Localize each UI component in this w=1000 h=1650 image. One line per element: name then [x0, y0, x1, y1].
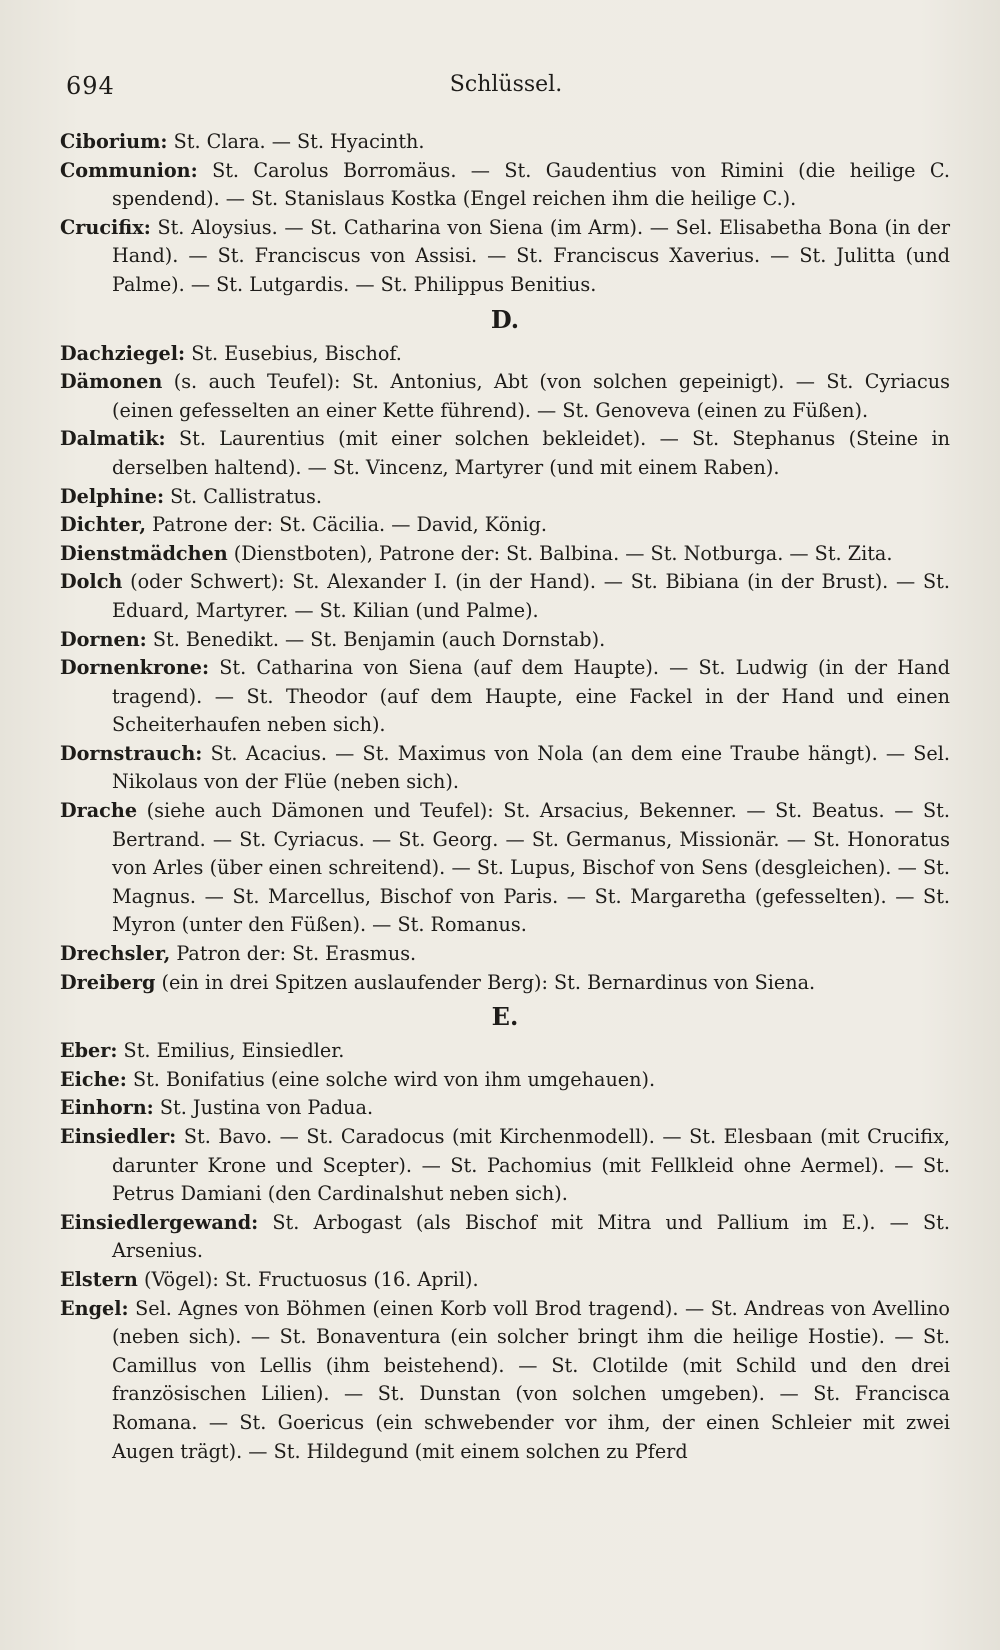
entry-term: Eiche: — [60, 1067, 127, 1091]
section-letter-d: D. — [490, 304, 520, 334]
index-entry — [60, 568, 950, 625]
index-entry — [60, 740, 950, 797]
index-entry — [60, 1266, 950, 1295]
index-entry — [60, 1066, 950, 1095]
entry-text: St. Arbogast (als Bischof mit Mitra und Pallium im E.). — St. Arsenius. — [112, 1210, 950, 1263]
entry-text: St. Eusebius, Bischof. — [185, 341, 402, 365]
index-entry — [60, 483, 950, 512]
index-entry — [60, 1094, 950, 1123]
section-letter-e: E. — [491, 1002, 519, 1032]
entry-term: Dachziegel: — [60, 341, 186, 365]
entry-text: (Dienstboten), Patrone der: St. Balbina. — St. Notburga. — St. Zita. — [227, 541, 893, 565]
entry-text: Patrone der: St. Cäcilia. — David, König. — [146, 513, 548, 537]
entry-term: Dienstmädchen — [60, 541, 228, 565]
entry-term: Ciborium: — [60, 130, 168, 153]
entries-section-e — [60, 1037, 950, 1466]
entry-text: (ein in drei Spitzen auslaufender Berg): St. Bernardinus von Siena. — [155, 970, 816, 994]
entry-text: St. Bonifatius (eine solche wird von ihm umgehauen). — [126, 1067, 656, 1091]
entry-term: Elstern — [60, 1267, 138, 1291]
entry-text: St. Justina von Padua. — [153, 1096, 374, 1120]
index-entry — [60, 214, 950, 300]
index-entry — [60, 340, 950, 369]
entry-text: (s. auch Teufel): St. Antonius, Abt (von solchen gepeinigt). — St. Cyriacus (einen gefesselten an einer Kette führend). — St. Genoveva (einen zu Füßen). — [112, 370, 950, 422]
index-entry — [60, 157, 950, 214]
running-title: Schlüssel. — [449, 72, 563, 97]
entry-text: St. Laurentius (mit einer solchen bekleidet). — St. Stephanus (Steine in derselben haltend). — St. Vincenz, Martyrer (und mit einem Raben). — [112, 427, 950, 479]
entry-text: St. Bavo. — St. Caradocus (mit Kirchenmodell). — St. Elesbaan (mit Crucifix, darunter Krone und Scepter). — St. Pachomius (mit Fellkleid ohne Aermel). — St. Petrus Damiani (den Cardinalshut neben sich). — [112, 1125, 950, 1206]
index-content — [60, 128, 950, 1466]
entry-text: Sel. Agnes von Böhmen (einen Korb voll Brod tragend). — St. Andreas von Avellino (neben sich). — St. Bonaventura (ein solcher bringt ihm die heilige Hostie). — St. Camillus von Lellis (ihm beistehend). — St. Clotilde (mit Schild und den drei französischen Lilien). — St. Dunstan (von solchen umgeben). — St. Francisca Romana. — St. Goericus (ein schwebender vor ihm, der einen Schleier mit zwei Augen trägt). — St. Hildegund (mit einem solchen zu Pferd — [112, 1296, 950, 1463]
entry-term: Crucifix: — [60, 215, 151, 239]
entry-text: St. Clara. — St. Hyacinth. — [167, 130, 425, 153]
page-number: 694 — [66, 72, 115, 100]
entry-term: Dolch — [60, 570, 123, 594]
index-entry — [60, 969, 950, 998]
entry-text: (Vögel): St. Fructuosus (16. April). — [137, 1267, 479, 1291]
entry-text: (oder Schwert): St. Alexander I. (in der Hand). — St. Bibiana (in der Brust). — St. Eduard, Martyrer. — St. Kilian (und Palme). — [112, 570, 950, 622]
index-entry — [60, 128, 950, 157]
entry-term: Einhorn: — [60, 1096, 154, 1120]
entry-text: St. Aloysius. — St. Catharina von Siena (im Arm). — Sel. Elisabetha Bona (in der Hand). — St. Franciscus von Assisi. — St. Franciscus Xaverius. — St. Julitta (und Palme). — St. Lutgardis. — St. Philippus Benitius. — [112, 215, 950, 296]
entry-term: Dämonen — [60, 370, 163, 394]
entry-term: Dichter, — [60, 513, 147, 537]
page-header — [66, 72, 946, 112]
index-entry — [60, 654, 950, 740]
index-entry — [60, 540, 950, 569]
index-entry — [60, 1037, 950, 1066]
index-entry — [60, 425, 950, 482]
entry-term: Dalmatik: — [60, 427, 166, 451]
index-entry — [60, 1295, 950, 1467]
entry-term: Dreiberg — [60, 970, 156, 994]
index-entry — [60, 1123, 950, 1209]
entry-text: St. Carolus Borromäus. — St. Gaudentius von Rimini (die heilige C. spendend). — St. Stanislaus Kostka (Engel reichen ihm die heilige C.). — [112, 158, 950, 211]
entry-text: St. Callistratus. — [164, 484, 322, 508]
entry-text: St. Benedikt. — St. Benjamin (auch Dornstab). — [146, 627, 606, 651]
index-entry — [60, 626, 950, 655]
index-entry — [60, 940, 950, 969]
index-entry — [60, 797, 950, 940]
entry-term: Eber: — [60, 1039, 118, 1063]
entry-term: Dornen: — [60, 627, 147, 651]
entry-term: Dornstrauch: — [60, 741, 203, 765]
entry-term: Dornenkrone: — [60, 656, 210, 680]
index-entry — [60, 1209, 950, 1266]
entry-text: St. Acacius. — St. Maximus von Nola (an dem eine Traube hängt). — Sel. Nikolaus von der Flüe (neben sich). — [112, 741, 950, 794]
entry-term: Einsiedlergewand: — [60, 1210, 259, 1234]
entry-text: St. Catharina von Siena (auf dem Haupte). — St. Ludwig (in der Hand tragend). — St. Theodor (auf dem Haupte, eine Fackel in der Hand und einen Scheiterhaufen neben sich). — [112, 656, 950, 737]
entry-term: Engel: — [60, 1296, 129, 1320]
entries-section-c — [60, 128, 950, 300]
entry-text: Patron der: St. Erasmus. — [170, 942, 417, 966]
entries-section-d — [60, 340, 950, 998]
entry-term: Communion: — [60, 158, 198, 182]
entry-term: Einsiedler: — [60, 1125, 177, 1148]
entry-term: Delphine: — [60, 484, 165, 508]
entry-term: Drechsler, — [60, 942, 171, 966]
index-entry — [60, 511, 950, 540]
entry-text: (siehe auch Dämonen und Teufel): St. Arsacius, Bekenner. — St. Beatus. — St. Bertrand. — St. Cyriacus. — St. Georg. — St. Germanus, Missionär. — St. Honoratus von Arles (über einen schreitend). — St. Lupus, Bischof von Sens (desgleichen). — St. Magnus. — St. Marcellus, Bischof von Paris. — St. Margaretha (gefesselten). — St. Myron (unter den Füßen). — St. Romanus. — [112, 799, 950, 937]
entry-term: Drache — [60, 799, 138, 823]
entry-text: St. Emilius, Einsiedler. — [117, 1039, 345, 1063]
index-entry — [60, 368, 950, 425]
